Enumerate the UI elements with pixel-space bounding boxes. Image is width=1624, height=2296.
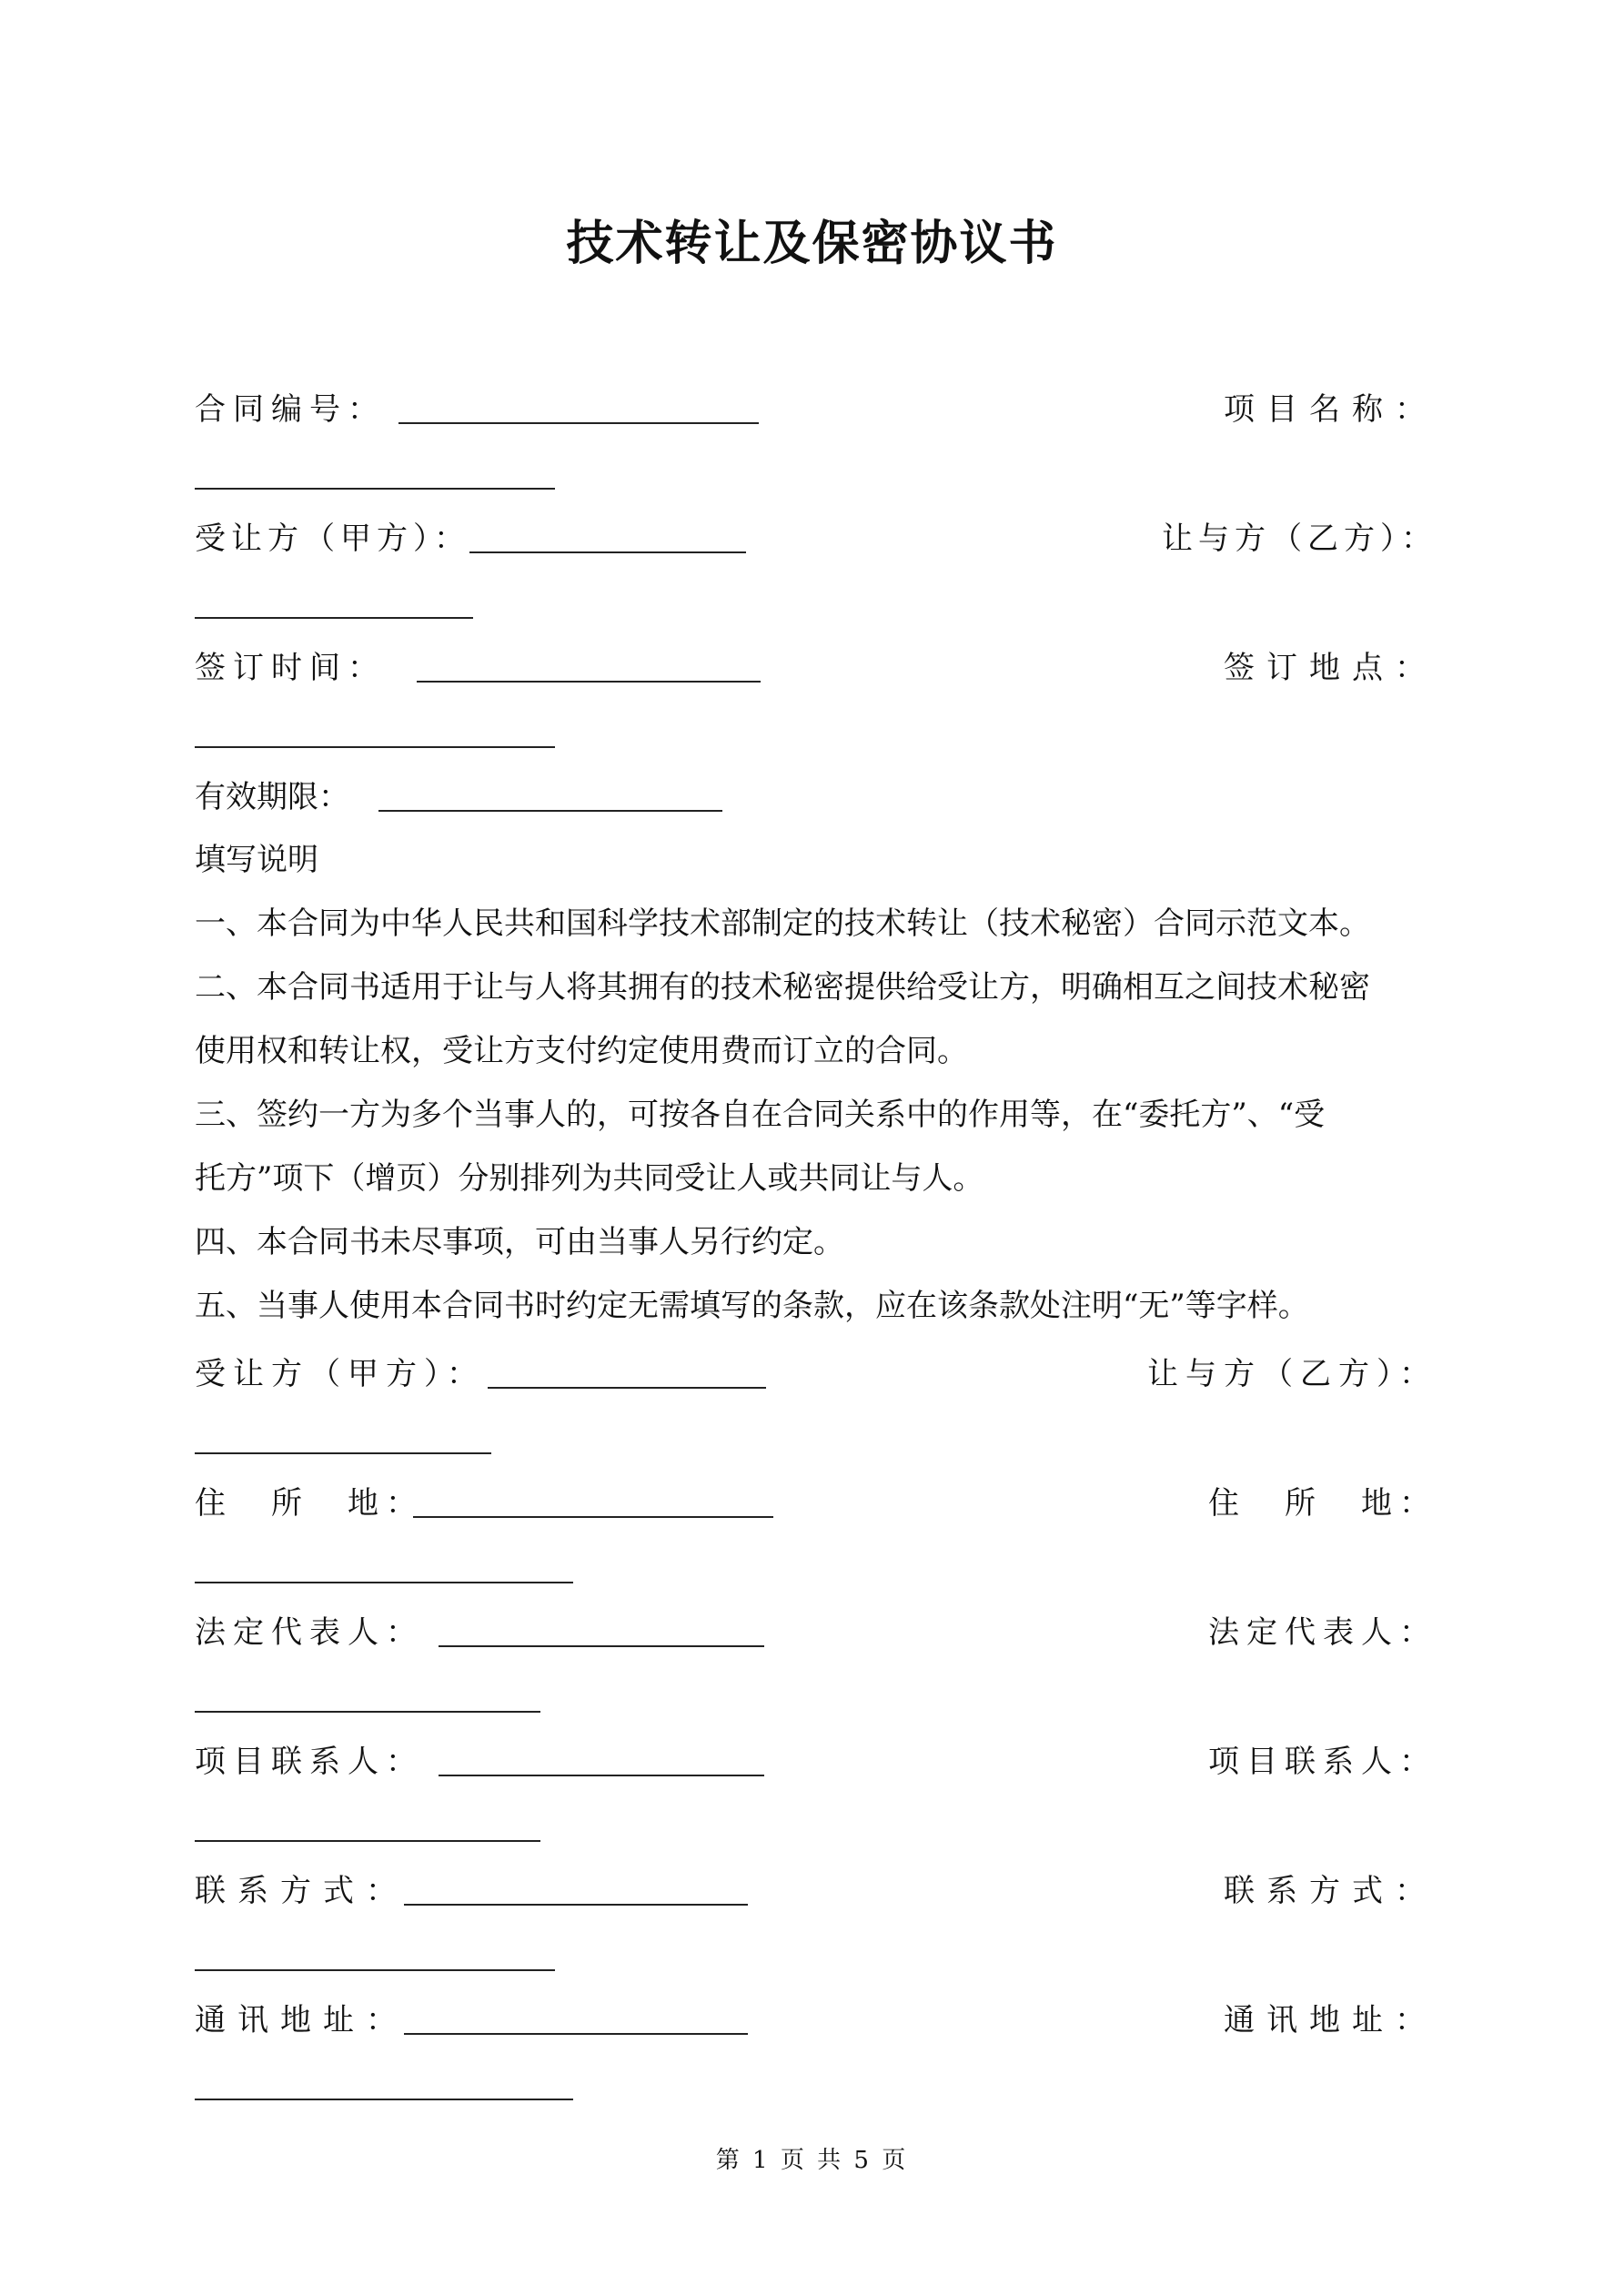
blank-address-right[interactable] xyxy=(195,1582,573,1583)
blank-legal-rep-left[interactable] xyxy=(439,1645,764,1647)
blank-transferor[interactable] xyxy=(195,617,473,619)
party-row-mail xyxy=(195,1993,1437,2048)
label-address-right: 住 所 地： xyxy=(1208,1485,1437,1522)
instruction-line: 三、签约一方为多个当事人的，可按各自在合同关系中的作用等，在“委托方”、“受 xyxy=(195,1097,1326,1133)
blank-transferee[interactable] xyxy=(469,551,746,553)
blank-legal-rep-right[interactable] xyxy=(195,1711,540,1713)
blank-phone-left[interactable] xyxy=(404,1904,748,1906)
blank-contact-right[interactable] xyxy=(195,1840,540,1842)
instruction-line: 四、本合同书未尽事项，可由当事人另行约定。 xyxy=(195,1224,844,1260)
label-transferor: 让与方（乙方）： xyxy=(1162,521,1437,557)
label-legal-rep-left: 法定代表人： xyxy=(195,1614,424,1651)
label-sign-place: 签订地点： xyxy=(1224,650,1437,686)
page-number: 第 1 页 共 5 页 xyxy=(715,2147,909,2174)
label-mail-left: 通讯地址： xyxy=(195,2002,409,2038)
label-phone-left: 联系方式： xyxy=(195,1873,409,1909)
party-row-names xyxy=(195,1347,1437,1401)
blank-sign-place[interactable] xyxy=(195,746,555,748)
label-mail-right: 通讯地址： xyxy=(1224,2002,1437,2038)
party-row-contact xyxy=(195,1735,1437,1789)
field-row-signing xyxy=(195,641,1437,695)
blank-contract-no[interactable] xyxy=(398,422,759,424)
instructions-heading: 填写说明 xyxy=(195,842,318,878)
label-project-name: 项目名称： xyxy=(1224,391,1437,428)
blank-phone-right[interactable] xyxy=(195,1969,555,1971)
field-row-validity xyxy=(195,770,1437,824)
label-contact-right: 项目联系人： xyxy=(1208,1744,1437,1780)
label-validity: 有效期限： xyxy=(195,779,349,815)
party-row-address xyxy=(195,1476,1437,1531)
instruction-line: 托方”项下（增页）分别排列为共同受让人或共同让与人。 xyxy=(195,1160,984,1197)
field-row-contract-no xyxy=(195,382,1437,437)
blank-validity[interactable] xyxy=(378,810,722,812)
label-legal-rep-right: 法定代表人： xyxy=(1208,1614,1437,1651)
label-transferee: 受让方（甲方）： xyxy=(195,521,470,557)
label-sign-time: 签订时间： xyxy=(195,650,386,686)
instruction-line: 二、本合同书适用于让与人将其拥有的技术秘密提供给受让方，明确相互之间技术秘密 xyxy=(195,969,1370,1006)
field-row-parties xyxy=(195,511,1437,566)
label-contact-left: 项目联系人： xyxy=(195,1744,424,1780)
label-party-transferor: 让与方（乙方）： xyxy=(1147,1356,1437,1392)
label-address-left: 住 所 地： xyxy=(195,1485,424,1522)
instruction-line: 五、当事人使用本合同书时约定无需填写的条款，应在该条款处注明“无”等字样。 xyxy=(195,1288,1309,1324)
blank-mail-left[interactable] xyxy=(404,2033,748,2035)
party-row-phone xyxy=(195,1864,1437,1918)
blank-contact-left[interactable] xyxy=(439,1775,764,1776)
instruction-line: 使用权和转让权，受让方支付约定使用费而订立的合同。 xyxy=(195,1033,968,1069)
label-party-transferee: 受让方（甲方）： xyxy=(195,1356,485,1392)
blank-sign-time[interactable] xyxy=(417,681,761,683)
instruction-line: 一、本合同为中华人民共和国科学技术部制定的技术转让（技术秘密）合同示范文本。 xyxy=(195,905,1370,942)
document-title: 技术转让及保密协议书 xyxy=(566,217,1058,271)
blank-party-transferee[interactable] xyxy=(488,1387,766,1389)
label-contract-no: 合同编号： xyxy=(195,391,386,428)
blank-project-name[interactable] xyxy=(195,488,555,490)
blank-address-left[interactable] xyxy=(413,1516,773,1518)
party-row-legal-rep xyxy=(195,1605,1437,1660)
blank-party-transferor[interactable] xyxy=(195,1452,491,1454)
label-phone-right: 联系方式： xyxy=(1224,1873,1437,1909)
blank-mail-right[interactable] xyxy=(195,2099,573,2100)
